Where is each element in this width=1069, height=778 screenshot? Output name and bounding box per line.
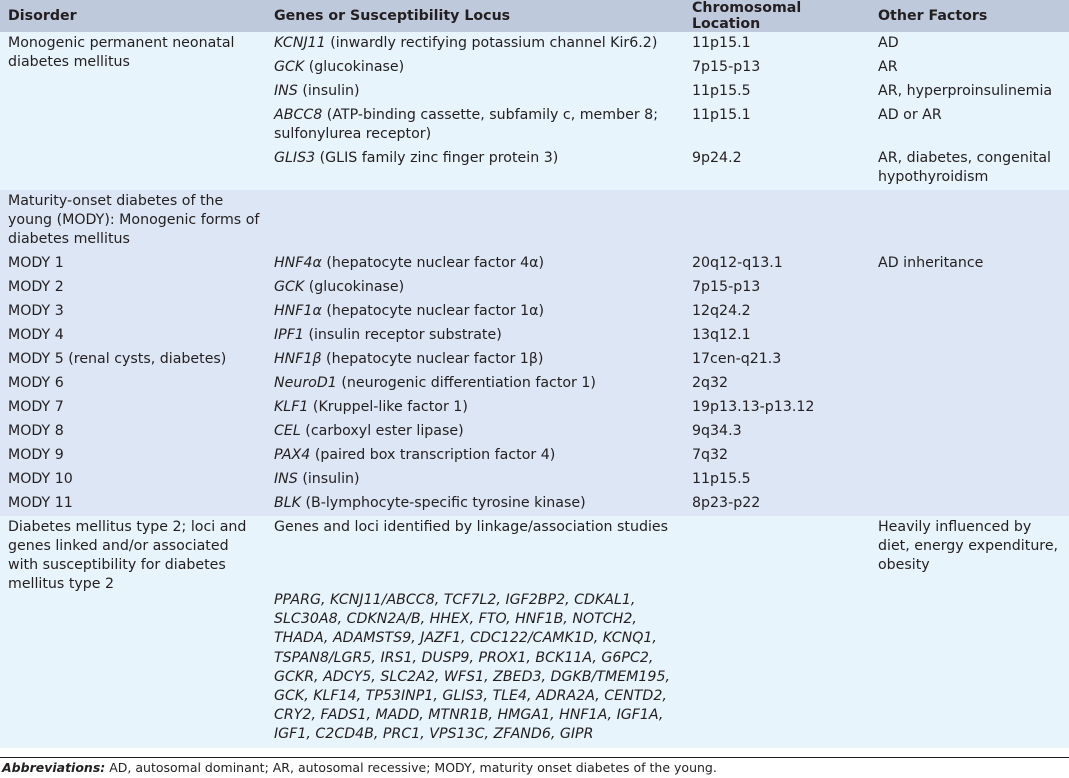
gene-cell xyxy=(266,324,684,348)
other-cell xyxy=(870,300,1069,324)
location-cell: 8p23-p22 xyxy=(684,492,870,516)
gene-symbol: ABCC8 xyxy=(274,107,323,123)
other-cell xyxy=(870,492,1069,516)
neonatal-disorder: Monogenic permanent neonatal diabetes mellitus xyxy=(0,32,266,190)
gene-cell xyxy=(266,56,684,80)
gene-cell xyxy=(266,32,684,56)
gene-description: (hepatocyte nuclear factor 1α) xyxy=(321,303,545,319)
gene-cell xyxy=(266,147,684,190)
disorder-cell: MODY 9 xyxy=(0,444,266,468)
type2-disorder: Diabetes mellitus type 2; loci and genes linked and/or associated with susceptibility for diabetes mellitus type 2 xyxy=(0,516,266,748)
other-cell: AD inheritance xyxy=(870,252,1069,276)
table-row xyxy=(0,276,1069,300)
table-row xyxy=(0,372,1069,396)
table-row xyxy=(0,516,1069,591)
other-cell xyxy=(870,420,1069,444)
gene-symbol: KCNJ11 xyxy=(274,35,326,51)
other-cell xyxy=(870,444,1069,468)
header-genes: Genes or Susceptibility Locus xyxy=(266,0,684,32)
gene-cell xyxy=(266,348,684,372)
table-row xyxy=(0,444,1069,468)
type2-genes-intro: Genes and loci identified by linkage/association studies xyxy=(266,516,684,591)
gene-description: (glucokinase) xyxy=(304,279,405,295)
gene-cell xyxy=(266,396,684,420)
gene-description: (inwardly rectifying potassium channel Kir6.2) xyxy=(325,35,658,51)
table-row xyxy=(0,396,1069,420)
location-cell: 11p15.1 xyxy=(684,104,870,147)
gene-description: (insulin) xyxy=(297,83,360,99)
disorder-cell: MODY 1 xyxy=(0,252,266,276)
table-row xyxy=(0,324,1069,348)
gene-symbol: INS xyxy=(274,83,298,99)
gene-cell xyxy=(266,420,684,444)
location-cell: 2q32 xyxy=(684,372,870,396)
disorder-cell: MODY 10 xyxy=(0,468,266,492)
type2-group xyxy=(0,516,1069,748)
gene-description: (insulin) xyxy=(297,471,360,487)
type2-other: Heavily influenced by diet, energy expenditure, obesity xyxy=(870,516,1069,591)
location-cell: 19p13.13-p13.12 xyxy=(684,396,870,420)
gene-description: (carboxyl ester lipase) xyxy=(300,423,464,439)
gene-description: (hepatocyte nuclear factor 4α) xyxy=(321,255,545,271)
location-cell: 13q12.1 xyxy=(684,324,870,348)
gene-symbol: CEL xyxy=(274,423,301,439)
location-cell: 7p15-p13 xyxy=(684,276,870,300)
other-cell: AD xyxy=(870,32,1069,56)
gene-symbol: GCK xyxy=(274,279,305,295)
other-cell: AR xyxy=(870,56,1069,80)
gene-symbol: IPF1 xyxy=(274,327,304,343)
disorder-cell: MODY 2 xyxy=(0,276,266,300)
gene-symbol: BLK xyxy=(274,495,301,511)
gene-cell xyxy=(266,252,684,276)
gene-description: (Kruppel-like factor 1) xyxy=(308,399,468,415)
location-cell: 11p15.5 xyxy=(684,468,870,492)
header-location: Chromosomal Location xyxy=(684,0,870,32)
header-row xyxy=(0,0,1069,32)
disorder-cell: MODY 5 (renal cysts, diabetes) xyxy=(0,348,266,372)
gene-cell xyxy=(266,104,684,147)
other-cell xyxy=(870,396,1069,420)
header-other: Other Factors xyxy=(870,0,1069,32)
gene-cell xyxy=(266,276,684,300)
gene-cell xyxy=(266,444,684,468)
gene-cell xyxy=(266,372,684,396)
disorder-cell: MODY 4 xyxy=(0,324,266,348)
gene-symbol: GCK xyxy=(274,59,305,75)
location-cell: 7q32 xyxy=(684,444,870,468)
location-cell: 12q24.2 xyxy=(684,300,870,324)
gene-cell xyxy=(266,300,684,324)
location-cell: 17cen-q21.3 xyxy=(684,348,870,372)
gene-cell xyxy=(266,80,684,104)
table-row xyxy=(0,492,1069,516)
gene-symbol: KLF1 xyxy=(274,399,309,415)
table-row xyxy=(0,420,1069,444)
other-cell xyxy=(870,348,1069,372)
other-cell: AD or AR xyxy=(870,104,1069,147)
table-row xyxy=(0,32,1069,56)
location-cell: 20q12-q13.1 xyxy=(684,252,870,276)
gene-symbol: HNF1β xyxy=(274,351,322,367)
mody-heading: Maturity-onset diabetes of the young (MODY): Monogenic forms of diabetes mellitus xyxy=(0,190,266,252)
mody-group xyxy=(0,190,1069,516)
gene-symbol: NeuroD1 xyxy=(274,375,337,391)
table-row xyxy=(0,190,1069,252)
location-cell: 9p24.2 xyxy=(684,147,870,190)
abbreviations-text: AD, autosomal dominant; AR, autosomal recessive; MODY, maturity onset diabetes of the young. xyxy=(105,760,717,775)
location-cell: 11p15.1 xyxy=(684,32,870,56)
gene-symbol: HNF1α xyxy=(274,303,322,319)
disorder-cell: MODY 11 xyxy=(0,492,266,516)
gene-symbol: PAX4 xyxy=(274,447,311,463)
location-cell: 11p15.5 xyxy=(684,80,870,104)
abbreviations-footnote xyxy=(0,757,1069,778)
table-row xyxy=(0,300,1069,324)
table-row xyxy=(0,468,1069,492)
gene-description: (ATP-binding cassette, subfamily c, member 8; sulfonylurea receptor) xyxy=(274,107,658,142)
other-cell xyxy=(870,276,1069,300)
other-cell xyxy=(870,468,1069,492)
header-disorder: Disorder xyxy=(0,0,266,32)
disorder-cell: MODY 6 xyxy=(0,372,266,396)
gene-symbol: INS xyxy=(274,471,298,487)
gene-description: (GLIS family zinc finger protein 3) xyxy=(315,150,559,166)
gene-description: (paired box transcription factor 4) xyxy=(310,447,556,463)
other-cell: AR, hyperproinsulinemia xyxy=(870,80,1069,104)
other-cell xyxy=(870,372,1069,396)
disorder-cell: MODY 8 xyxy=(0,420,266,444)
table-row xyxy=(0,348,1069,372)
neonatal-group xyxy=(0,32,1069,190)
gene-symbol: HNF4α xyxy=(274,255,322,271)
type2-gene-list: PPARG, KCNJ11/ABCC8, TCF7L2, IGF2BP2, CDKAL1, SLC30A8, CDKN2A/B, HHEX, FTO, HNF1B, NOTCH2, THADA, ADAMSTS9, JAZF1, CDC122/CAMK1D, KCNQ1, TSPAN8/LGR5, IRS1, DUSP9, PROX1, BCK11A, G6PC2, GCKR, ADCY5, SLC2A2, WFS1, ZBED3, DGKB/TMEM195, GCK, KLF14, TP53INP1, GLIS3, TLE4, ADRA2A, CENTD2, CRY2, FADS1, MADD, MTNR1B, HMGA1, HNF1A, IGF1A, IGF1, C2CD4B, PRC1, VPS13C, ZFAND6, GIPR xyxy=(266,591,684,748)
gene-description: (glucokinase) xyxy=(304,59,405,75)
other-cell xyxy=(870,324,1069,348)
abbreviations-label: Abbreviations: xyxy=(2,760,106,775)
gene-description: (B-lymphocyte-specific tyrosine kinase) xyxy=(300,495,586,511)
gene-description: (hepatocyte nuclear factor 1β) xyxy=(321,351,544,367)
gene-cell xyxy=(266,492,684,516)
other-cell: AR, diabetes, congenital hypothyroidism xyxy=(870,147,1069,190)
gene-description: (neurogenic differentiation factor 1) xyxy=(336,375,596,391)
disorder-cell: MODY 7 xyxy=(0,396,266,420)
disorder-cell: MODY 3 xyxy=(0,300,266,324)
location-cell: 9q34.3 xyxy=(684,420,870,444)
location-cell: 7p15-p13 xyxy=(684,56,870,80)
table-row xyxy=(0,252,1069,276)
gene-symbol: GLIS3 xyxy=(274,150,316,166)
gene-description: (insulin receptor substrate) xyxy=(303,327,502,343)
gene-cell xyxy=(266,468,684,492)
